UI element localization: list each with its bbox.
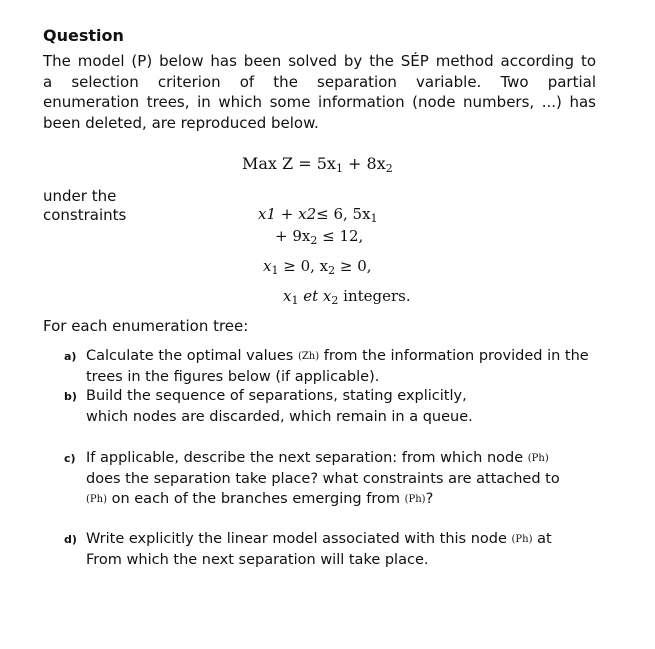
item-a-line-2: trees in the figures below (if applicable). — [86, 369, 380, 385]
intro-line-1: The model (P) below has been solved by the SÉP method according to — [43, 52, 596, 70]
question-item-a — [64, 346, 589, 387]
intro-line-2: a selection criterion of the separation variable. Two partial — [43, 72, 596, 91]
item-c-symbol-2: (Ph) — [86, 494, 107, 505]
item-d-marker: d) — [64, 533, 77, 546]
item-c-symbol-3: (Ph) — [404, 494, 426, 505]
intro-line-4: been deleted, are reproduced below. — [43, 113, 319, 132]
question-item-d — [64, 529, 552, 570]
objective-function — [242, 154, 393, 175]
constraint-2 — [275, 227, 363, 247]
constraint-2-sub: 2 — [310, 234, 318, 247]
for-each-tree-label: For each enumeration tree: — [43, 317, 249, 335]
integer-sub-2: 2 — [331, 294, 339, 307]
intro-paragraph — [43, 51, 596, 133]
item-d-text-2: at — [532, 531, 552, 547]
item-b-line-1: Build the sequence of separations, stating explicitly, — [86, 388, 467, 404]
integer-sub-1: 1 — [291, 294, 299, 307]
item-b-marker: b) — [64, 390, 77, 403]
objective-sub-1: 1 — [335, 162, 343, 175]
constraints-label-line-1: under the — [43, 187, 117, 205]
item-c-text-1: If applicable, describe the next separation: from which node — [86, 450, 528, 466]
nonneg-x1: x — [263, 257, 272, 275]
integer-constraint — [283, 287, 411, 307]
integer-et: et x — [298, 287, 332, 305]
item-a-marker: a) — [64, 350, 77, 363]
intro-line-3: enumeration trees, in which some information (node numbers, ...) has — [43, 93, 596, 111]
constraint-1-lhs: x1 + x2 — [258, 205, 317, 223]
item-a-text-2: from the information provided in the — [319, 348, 589, 364]
nonneg-end: ≥ 0, — [335, 257, 372, 275]
item-c-marker: c) — [64, 452, 76, 465]
question-title: Question — [43, 26, 124, 45]
question-item-c — [64, 448, 560, 510]
objective-mid: + 8x — [342, 154, 386, 173]
item-c-line-2: does the separation take place? what constraints are attached to — [86, 471, 560, 487]
constraint-2-lhs: + 9x — [275, 227, 311, 245]
item-d-line-2: From which the next separation will take place. — [86, 552, 429, 568]
objective-sub-2: 2 — [385, 162, 393, 175]
item-c-text-3: on each of the branches emerging from — [106, 491, 405, 507]
constraints-label-line-2: constraints — [43, 206, 127, 224]
constraint-1-sub: 1 — [370, 212, 378, 225]
item-d-symbol: (Ph) — [511, 534, 533, 545]
nonneg-mid: ≥ 0, x — [278, 257, 329, 275]
item-a-symbol: (Zh) — [297, 351, 320, 362]
item-c-text-4: ? — [425, 491, 434, 507]
constraint-1 — [258, 205, 378, 225]
nonneg-sub-1: 1 — [271, 264, 279, 277]
constraint-2-rhs: ≤ 12, — [317, 227, 364, 245]
item-d-text-1: Write explicitly the linear model associated with this node — [86, 531, 512, 547]
item-a-text-1: Calculate the optimal values — [86, 348, 298, 364]
constraint-1-rhs: ≤ 6, 5x — [316, 205, 371, 223]
integer-end: integers. — [338, 287, 411, 305]
objective-prefix: Max Z = 5x — [242, 154, 336, 173]
constraints-label — [43, 187, 126, 225]
item-b-line-2: which nodes are discarded, which remain in a queue. — [86, 409, 473, 425]
nonneg-sub-2: 2 — [328, 264, 336, 277]
item-c-symbol-1: (Ph) — [527, 453, 549, 464]
question-item-b — [64, 386, 473, 427]
nonnegativity-constraint — [263, 257, 372, 277]
integer-x1: x — [283, 287, 292, 305]
